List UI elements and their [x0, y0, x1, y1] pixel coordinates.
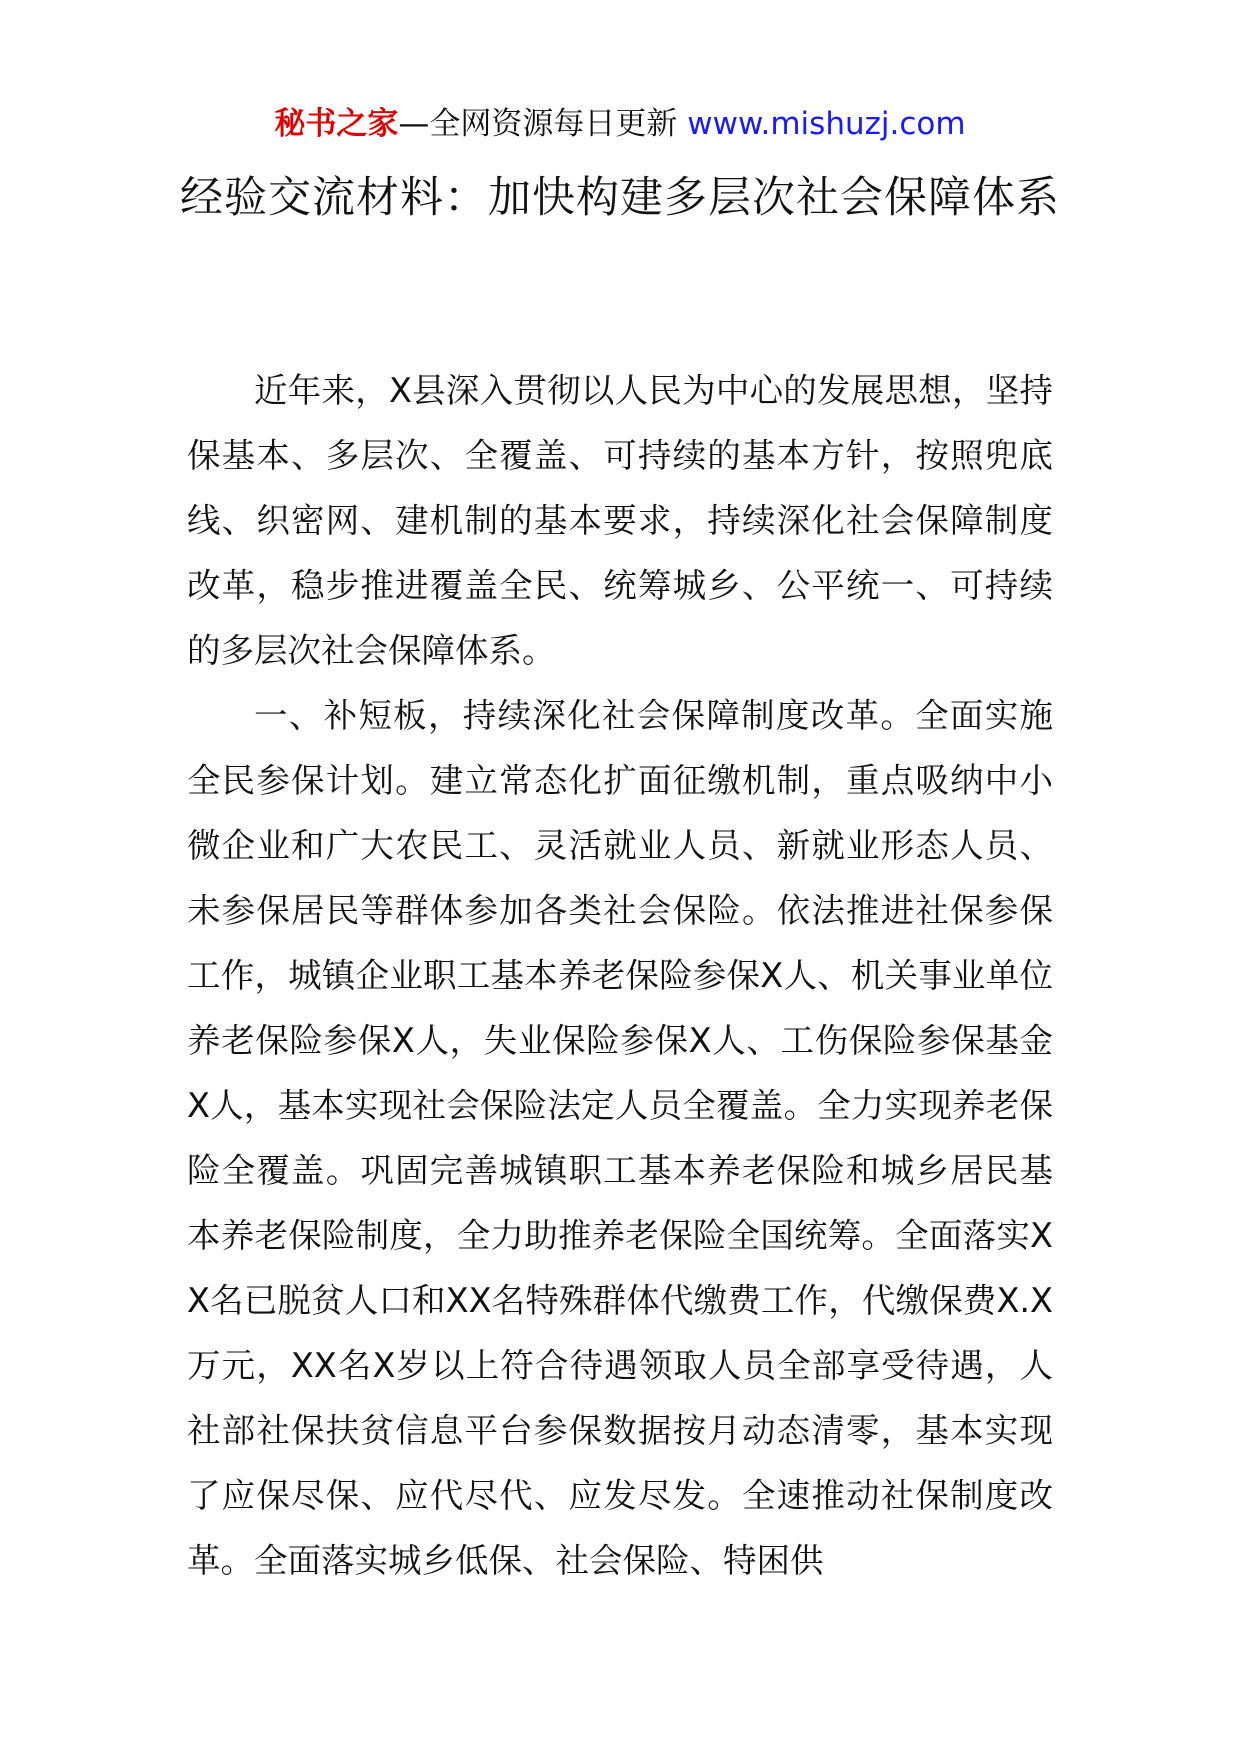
site-url-link[interactable]: www.mishuzj.com — [687, 106, 966, 142]
paragraph-section-1: 一、补短板，持续深化社会保障制度改革。全面实施全民参保计划。建立常态化扩面征缴机制，重点吸纳中小微企业和广大农民工、灵活就业人员、新就业形态人员、未参保居民等群体参加各类社会保险。依法推进社保参保工作，城镇企业职工基本养老保险参保X人、机关事业单位养老保险参保X人，失业保险参保X人、工伤保险参保基金X人，基本实现社会保险法定人员全覆盖。全力实现养老保险全覆盖。巩固完善城镇职工基本养老保险和城乡居民基本养老保险制度，全力助推养老保险全国统筹。全面落实XX名已脱贫人口和XX名特殊群体代缴费工作，代缴保费X.X万元，XX名X岁以上符合待遇领取人员全部享受待遇，人社部社保扶贫信息平台参保数据按月动态清零，基本实现了应保尽保、应代尽代、应发尽发。全速推动社保制度改革。全面落实城乡低保、社会保险、特困供 — [187, 696, 1053, 1580]
site-header — [0, 102, 1240, 146]
site-slogan: —全网资源每日更新 — [398, 106, 688, 142]
document-body — [187, 358, 1053, 1593]
document-title: 经验交流材料：加快构建多层次社会保障体系 — [180, 173, 1060, 223]
site-name: 秘书之家 — [274, 106, 399, 142]
paragraph-intro: 近年来，X县深入贯彻以人民为中心的发展思想，坚持保基本、多层次、全覆盖、可持续的基本方针，按照兜底线、织密网、建机制的基本要求，持续深化社会保障制度改革，稳步推进覆盖全民、统筹城乡、公平统一、可持续的多层次社会保障体系。 — [187, 371, 1053, 670]
